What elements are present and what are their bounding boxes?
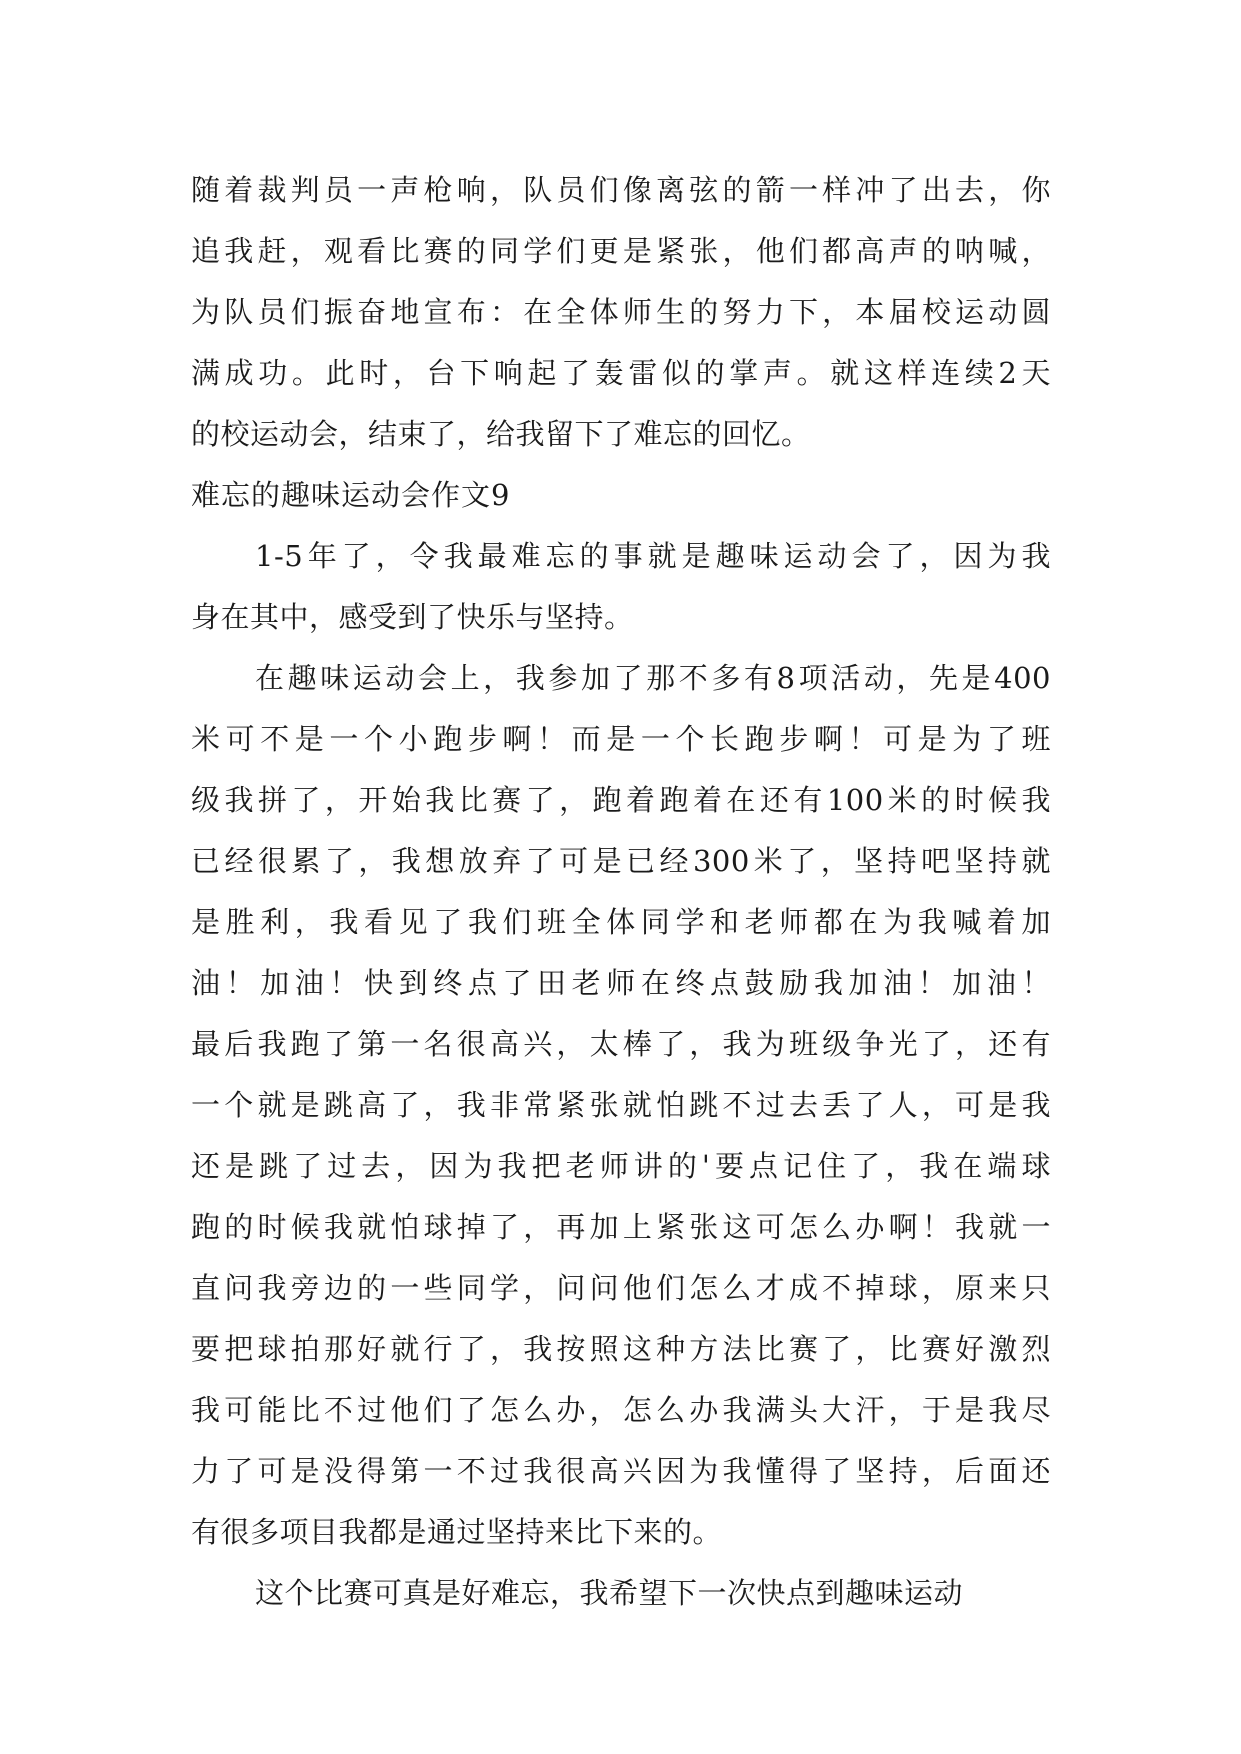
text-line: 已经很累了，我想放弃了可是已经300米了，坚持吧坚持就	[191, 844, 1051, 878]
text-line: 直问我旁边的一些同学，问问他们怎么才成不掉球，原来只	[191, 1271, 1051, 1305]
text-line: 跑的时候我就怕球掉了，再加上紧张这可怎么办啊！我就一	[191, 1210, 1051, 1244]
paragraph-first-line: 这个比赛可真是好难忘，我希望下一次快点到趣味运动	[255, 1576, 964, 1610]
text-line: 追我赶，观看比赛的同学们更是紧张，他们都高声的呐喊，	[191, 234, 1051, 268]
section-heading: 难忘的趣味运动会作文9	[191, 478, 511, 512]
text-line: 还是跳了过去，因为我把老师讲的'要点记住了，我在端球	[191, 1149, 1051, 1183]
paragraph-first-line: 在趣味运动会上，我参加了那不多有8项活动，先是400	[255, 661, 1051, 695]
text-line: 有很多项目我都是通过坚持来比下来的。	[191, 1515, 723, 1549]
text-line: 油！加油！快到终点了田老师在终点鼓励我加油！加油！	[191, 966, 1051, 1000]
text-line: 的校运动会，结束了，给我留下了难忘的回忆。	[191, 417, 811, 451]
text-line: 我可能比不过他们了怎么办，怎么办我满头大汗，于是我尽	[191, 1393, 1051, 1427]
text-line: 随着裁判员一声枪响，队员们像离弦的箭一样冲了出去，你	[191, 173, 1051, 207]
text-line: 一个就是跳高了，我非常紧张就怕跳不过去丢了人，可是我	[191, 1088, 1051, 1122]
text-line: 为队员们振奋地宣布：在全体师生的努力下，本届校运动圆	[191, 295, 1051, 329]
text-line: 米可不是一个小跑步啊！而是一个长跑步啊！可是为了班	[191, 722, 1051, 756]
text-line: 要把球拍那好就行了，我按照这种方法比赛了，比赛好激烈	[191, 1332, 1051, 1366]
text-line: 力了可是没得第一不过我很高兴因为我懂得了坚持，后面还	[191, 1454, 1051, 1488]
text-line: 最后我跑了第一名很高兴，太棒了，我为班级争光了，还有	[191, 1027, 1051, 1061]
text-line: 身在其中，感受到了快乐与坚持。	[191, 600, 634, 634]
text-line: 级我拼了，开始我比赛了，跑着跑着在还有100米的时候我	[191, 783, 1051, 817]
paragraph-first-line: 1-5年了，令我最难忘的事就是趣味运动会了，因为我	[255, 539, 1051, 573]
text-line: 满成功。此时，台下响起了轰雷似的掌声。就这样连续2天	[191, 356, 1051, 390]
document-body	[191, 160, 1051, 1624]
text-line: 是胜利，我看见了我们班全体同学和老师都在为我喊着加	[191, 905, 1051, 939]
